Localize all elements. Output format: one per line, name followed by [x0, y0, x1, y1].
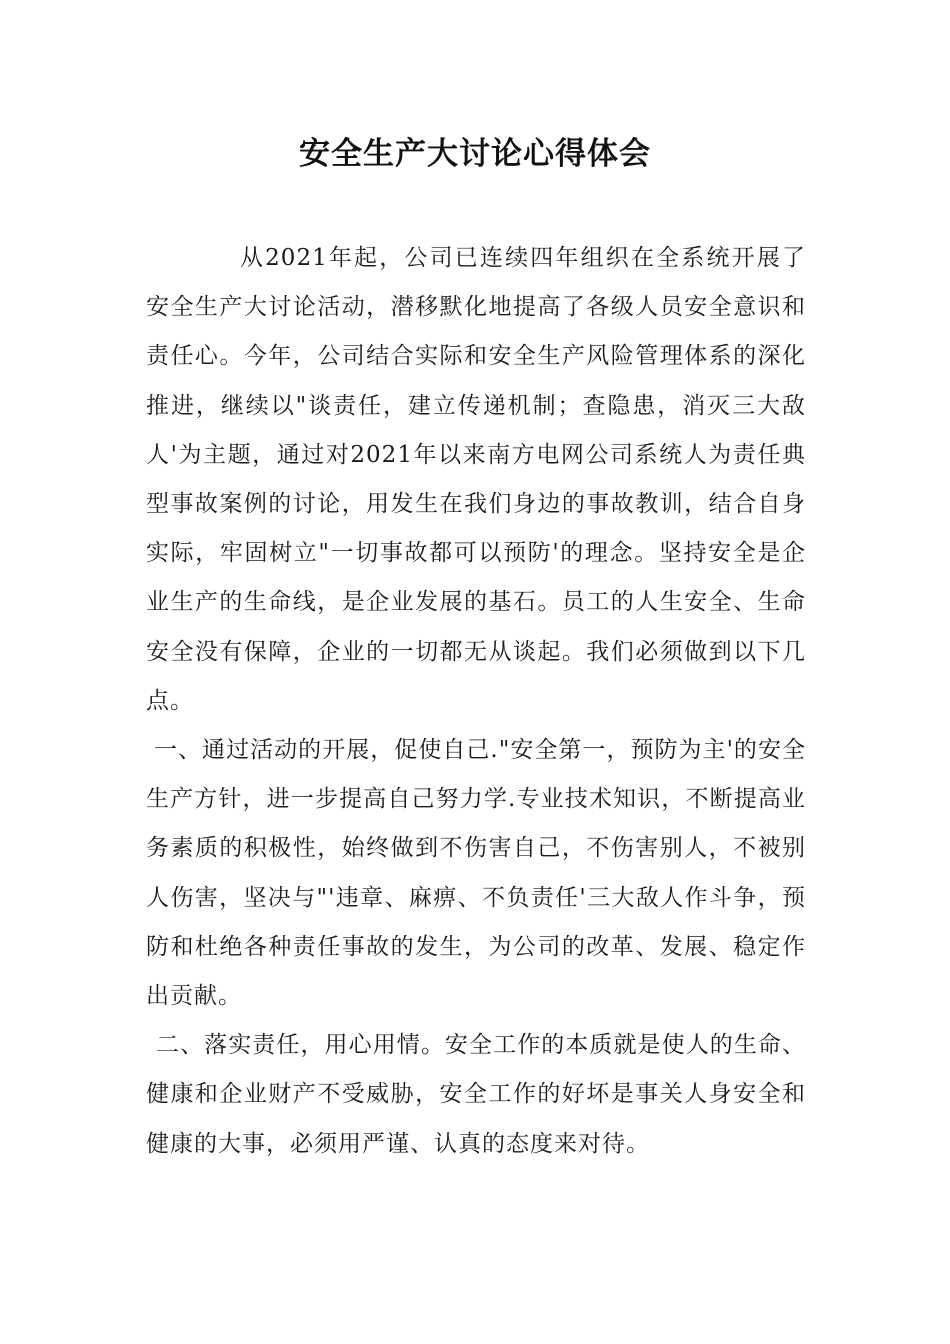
document-body: [146, 234, 806, 1169]
paragraph-point-two: 二、落实责任，用心用情。安全工作的本质就是使人的生命、健康和企业财产不受威胁，安全工作的好坏是事关人身安全和健康的大事，必须用严谨、认真的态度来对待。: [146, 1032, 806, 1157]
document-title: 安全生产大讨论心得体会: [299, 136, 651, 172]
paragraph-point-one: 一、通过活动的开展，促使自己."安全第一，预防为主'的安全生产方针，进一步提高自己努力学.专业技术知识，不断提高业务素质的积极性，始终做到不伤害自己，不伤害别人，不被别人伤害，坚决与"'违章、麻痹、不负责任'三大敌人作斗争，预防和杜绝各种责任事故的发生，为公司的改革、发展、稳定作出贡献。: [146, 737, 806, 1010]
paragraph-intro: 从2021年起，公司已连续四年组织在全系统开展了安全生产大讨论活动，潜移默化地提高了各级人员安全意识和责任心。今年，公司结合实际和安全生产风险管理体系的深化推进，继续以"谈责任，建立传递机制；查隐患，消灭三大敌人'为主题，通过对2021年以来南方电网公司系统人为责任典型事故案例的讨论，用发生在我们身边的事故教训，结合自身实际，牢固树立"一切事故都可以预防'的理念。坚持安全是企业生产的生命线，是企业发展的基石。员工的人生安全、生命安全没有保障，企业的一切都无从谈起。我们必须做到以下几点。: [146, 245, 806, 714]
